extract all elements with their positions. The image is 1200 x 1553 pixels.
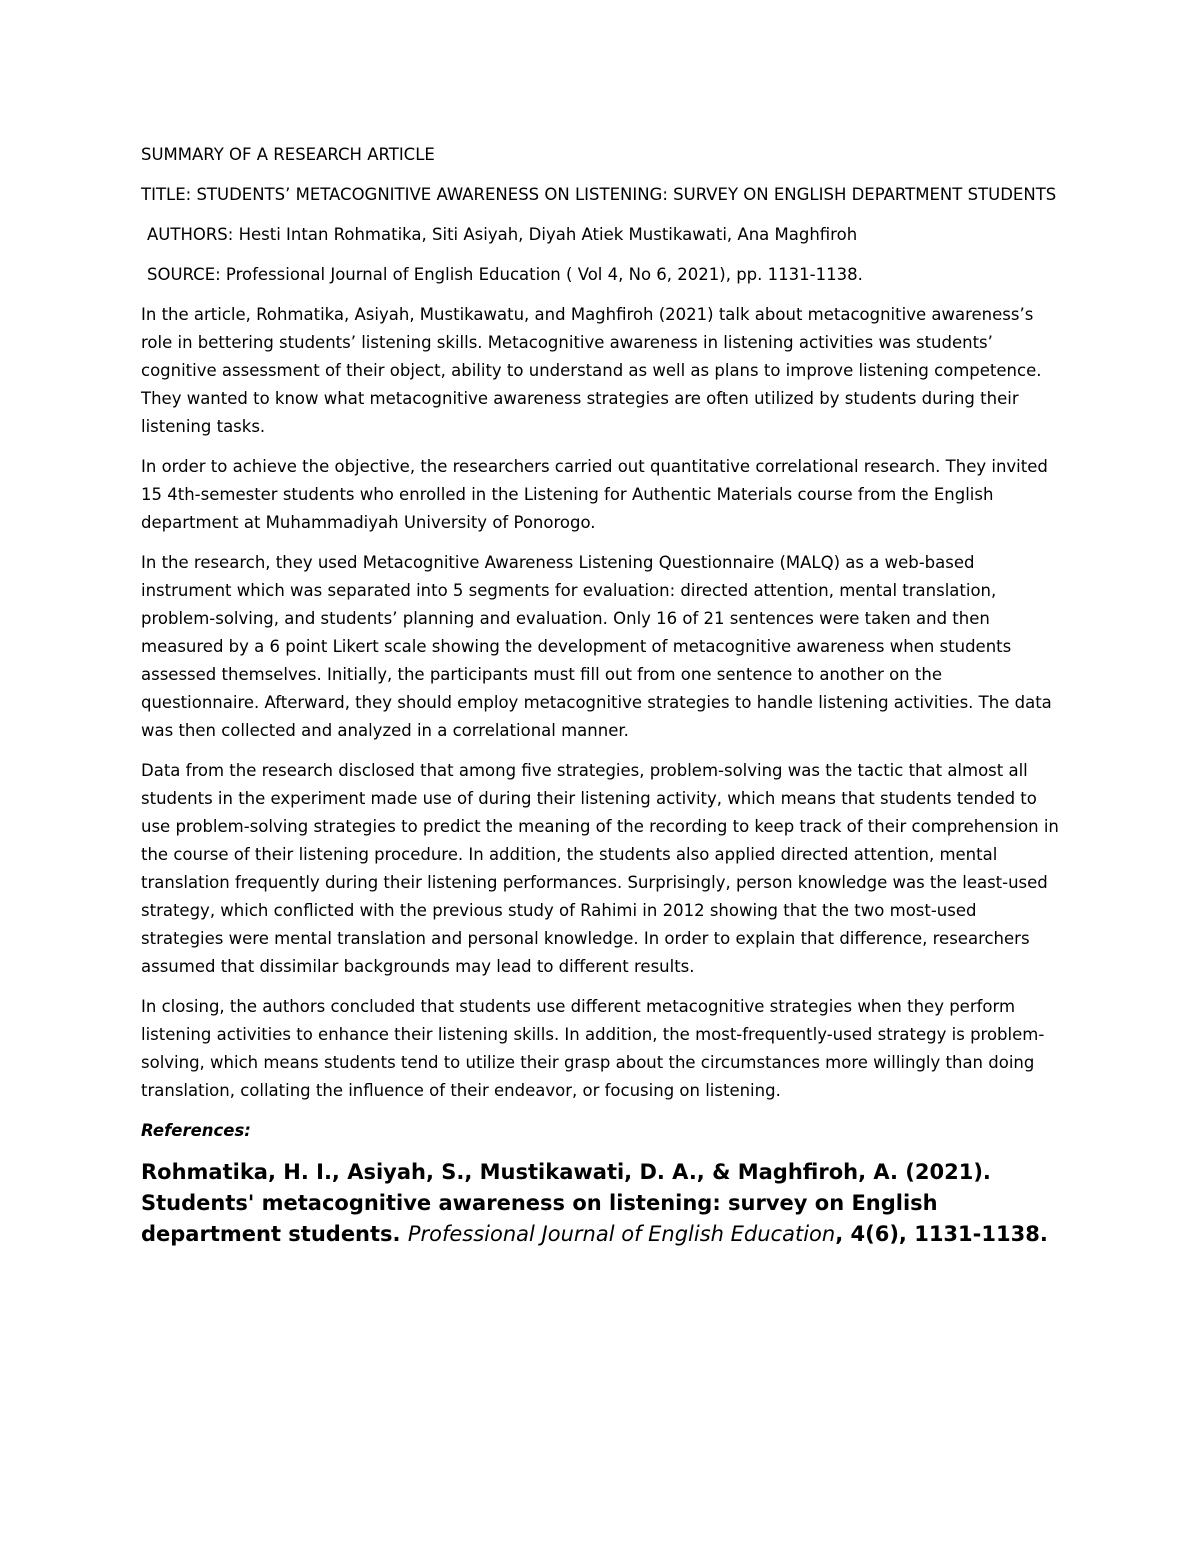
summary-paragraph-5: In closing, the authors concluded that students use different metacognitive strategies when they perform listening activities to enhance their listening skills. In addition, the most-frequently-used strategy is problem-solving, which means students tend to utilize their grasp about the circumstances more willingly than doing translation, collating the influence of their endeavor, or focusing on listening.: [141, 997, 1045, 1100]
reference-entry: [141, 1157, 1059, 1250]
source-line: SOURCE: Professional Journal of English Education ( Vol 4, No 6, 2021), pp. 1131-1138.: [147, 265, 863, 284]
document-body: [141, 141, 1059, 1250]
reference-tail: 4(6), 1131-1138.: [850, 1222, 1048, 1246]
document-heading: SUMMARY OF A RESEARCH ARTICLE: [141, 145, 435, 164]
reference-journal: Professional Journal of English Education: [407, 1222, 836, 1246]
article-title: TITLE: STUDENTS’ METACOGNITIVE AWARENESS ON LISTENING: SURVEY ON ENGLISH DEPARTMENT STUDENTS: [141, 185, 1057, 204]
summary-paragraph-2: In order to achieve the objective, the researchers carried out quantitative correlational research. They invited 15 4th-semester students who enrolled in the Listening for Authentic Materials course from the English department at Muhammadiyah University of Ponorogo.: [141, 457, 1048, 532]
reference-comma: ,: [835, 1222, 851, 1246]
summary-paragraph-4: Data from the research disclosed that among five strategies, problem-solving was the tactic that almost all students in the experiment made use of during their listening activity, which means that students tended to use problem-solving strategies to predict the meaning of the recording to keep track of their comprehension in the course of their listening procedure. In addition, the students also applied directed attention, mental translation frequently during their listening performances. Surprisingly, person knowledge was the least-used strategy, which conflicted with the previous study of Rahimi in 2012 showing that the two most-used strategies were mental translation and personal knowledge. In order to explain that difference, researchers assumed that dissimilar backgrounds may lead to different results.: [141, 761, 1059, 976]
reference-lead: Rohmatika, H. I., Asiyah, S., Mustikawati, D. A., & Maghfiroh, A. (2021). Students' metacognitive awareness on listening: survey on English department students.: [141, 1160, 991, 1246]
summary-paragraph-1: In the article, Rohmatika, Asiyah, Mustikawatu, and Maghfiroh (2021) talk about metacognitive awareness’s role in bettering students’ listening skills. Metacognitive awareness in listening activities was students’ cognitive assessment of their object, ability to understand as well as plans to improve listening competence. They wanted to know what metacognitive awareness strategies are often utilized by students during their listening tasks.: [141, 305, 1042, 436]
authors-line: AUTHORS: Hesti Intan Rohmatika, Siti Asiyah, Diyah Atiek Mustikawati, Ana Maghfiroh: [147, 225, 858, 244]
summary-paragraph-3: In the research, they used Metacognitive Awareness Listening Questionnaire (MALQ) as a web-based instrument which was separated into 5 segments for evaluation: directed attention, mental translation, problem-solving, and students’ planning and evaluation. Only 16 of 21 sentences were taken and then measured by a 6 point Likert scale showing the development of metacognitive awareness when students assessed themselves. Initially, the participants must fill out from one sentence to another on the questionnaire. Afterward, they should employ metacognitive strategies to handle listening activities. The data was then collected and analyzed in a correlational manner.: [141, 553, 1052, 740]
references-label: References:: [141, 1121, 251, 1140]
